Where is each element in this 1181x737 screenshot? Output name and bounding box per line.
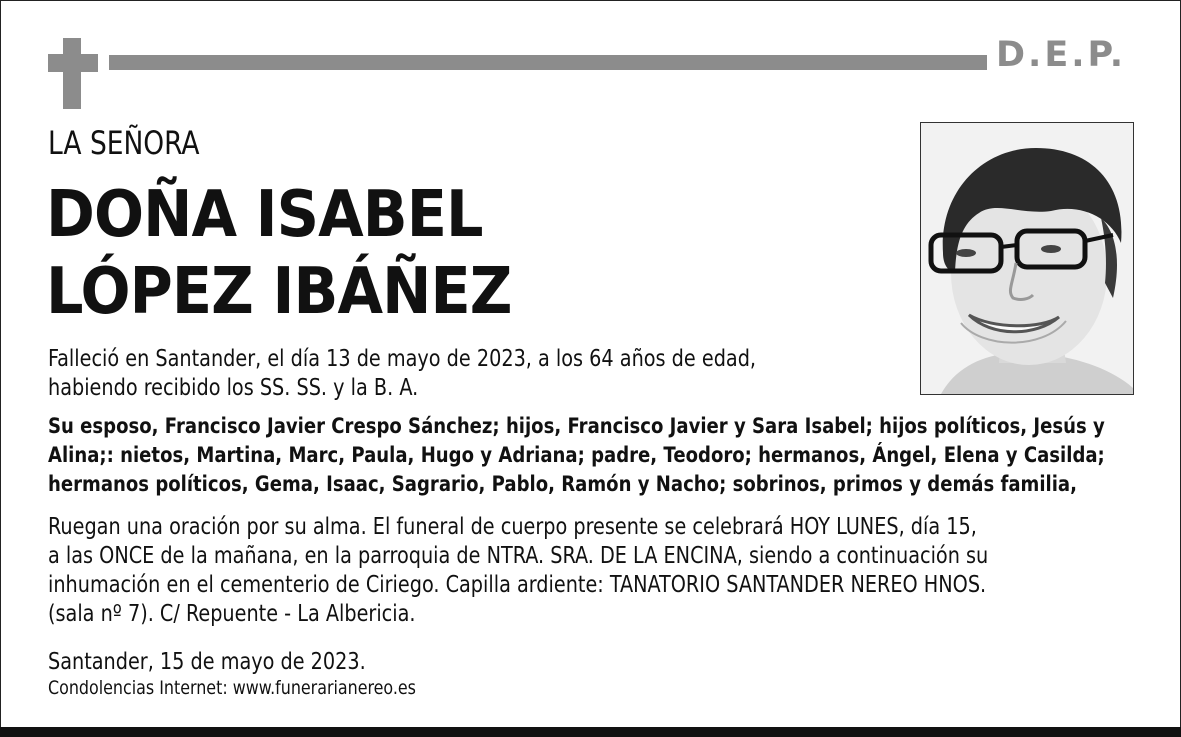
header-rule [109,55,987,70]
footer-rule [0,727,1181,737]
death-notice-line2: habiendo recibido los SS. SS. y la B. A. [48,375,419,401]
death-notice-line1: Falleció en Santander, el día 13 de mayo de 2023, a los 64 años de edad, [48,346,757,372]
funeral-line2: a las ONCE de la mañana, en la parroquia de NTRA. SRA. DE LA ENCINA, siendo a continuación su [48,543,989,569]
funeral-line1: Ruegan una oración por su alma. El funeral de cuerpo presente se celebrará HOY LUNES, día 15, [48,514,977,540]
honorific-label: LA SEÑORA [48,124,200,162]
deceased-photo [920,122,1134,395]
dep-heading: D.E.P. [996,35,1127,75]
deceased-name-line2: LÓPEZ IBÁÑEZ [46,255,512,329]
funeral-line3: inhumación en el cementerio de Ciriego. Capilla ardiente: TANATORIO SANTANDER NEREO HNOS. [48,572,987,598]
family-line2: Alina;: nietos, Martina, Marc, Paula, Hugo y Adriana; padre, Teodoro; hermanos, Ángel, Elena y Casilda; [48,443,1105,467]
deceased-name-line1: DOÑA ISABEL [46,178,483,252]
condolences-link[interactable]: Condolencias Internet: www.funerarianereo.es [48,677,416,699]
funeral-line4: (sala nº 7). C/ Repuente - La Albericia. [48,601,416,627]
family-line1: Su esposo, Francisco Javier Crespo Sánchez; hijos, Francisco Javier y Sara Isabel; hijos políticos, Jesús y [48,414,1105,438]
family-line3: hermanos políticos, Gema, Isaac, Sagrario, Pablo, Ramón y Nacho; sobrinos, primos y demás familia, [48,472,1077,496]
notice-date: Santander, 15 de mayo de 2023. [48,649,366,675]
